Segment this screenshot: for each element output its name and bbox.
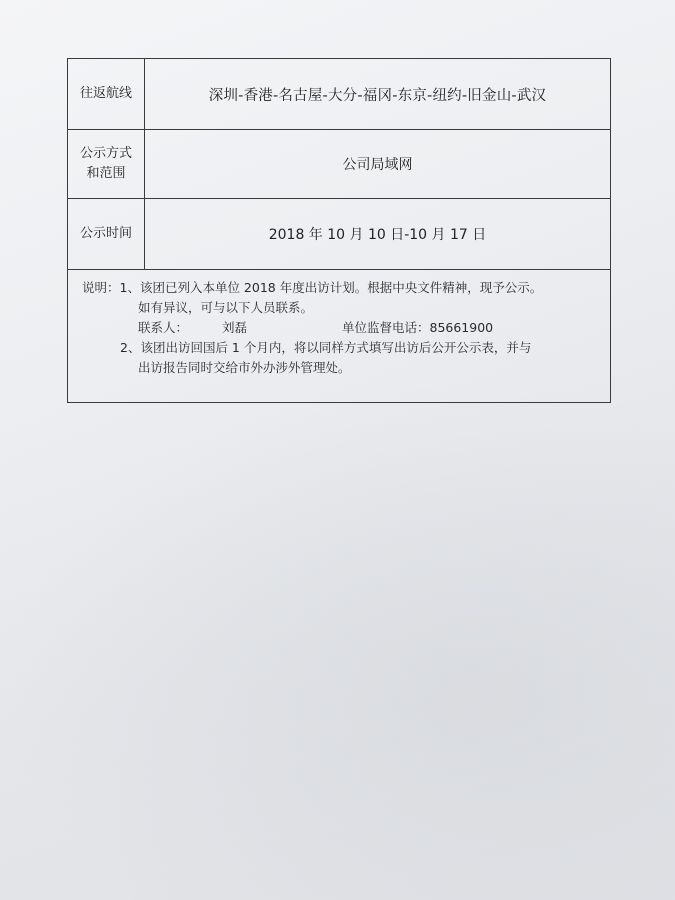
note-line-5: 出访报告同时交给市外办涉外管理处。 (138, 360, 351, 375)
route-value: 深圳-香港-名古屋-大分-福冈-东京-纽约-旧金山-武汉 (145, 59, 611, 130)
paper-shadow (0, 380, 675, 900)
method-label-line2: 和范围 (86, 166, 126, 181)
note-line-4: 2、该团出访回国后 1 个月内，将以同样方式填写出访后公开公示表，并与 (120, 340, 532, 355)
contact-name: 刘磊 (222, 320, 248, 335)
method-label-line1: 公示方式 (79, 146, 132, 161)
method-row (68, 130, 611, 199)
method-value: 公司局域网 (145, 130, 611, 199)
notes-cell (68, 270, 611, 403)
contact-label: 联系人： (138, 320, 189, 335)
notice-table (67, 58, 611, 403)
method-label (68, 130, 145, 199)
time-label: 公示时间 (68, 199, 145, 270)
route-row (68, 59, 611, 130)
note-line-2: 如有异议，可与以下人员联系。 (138, 300, 314, 315)
note-line-1: 说明：1、该团已列入本单位 2018 年度出访计划。根据中央文件精神，现予公示。 (82, 280, 543, 295)
time-row (68, 199, 611, 270)
time-value: 2018 年 10 月 10 日-10 月 17 日 (145, 199, 611, 270)
phone-label: 单位监督电话：85661900 (342, 320, 494, 335)
route-label: 往返航线 (68, 59, 145, 130)
contact-line (82, 318, 600, 338)
notes-row (68, 270, 611, 403)
